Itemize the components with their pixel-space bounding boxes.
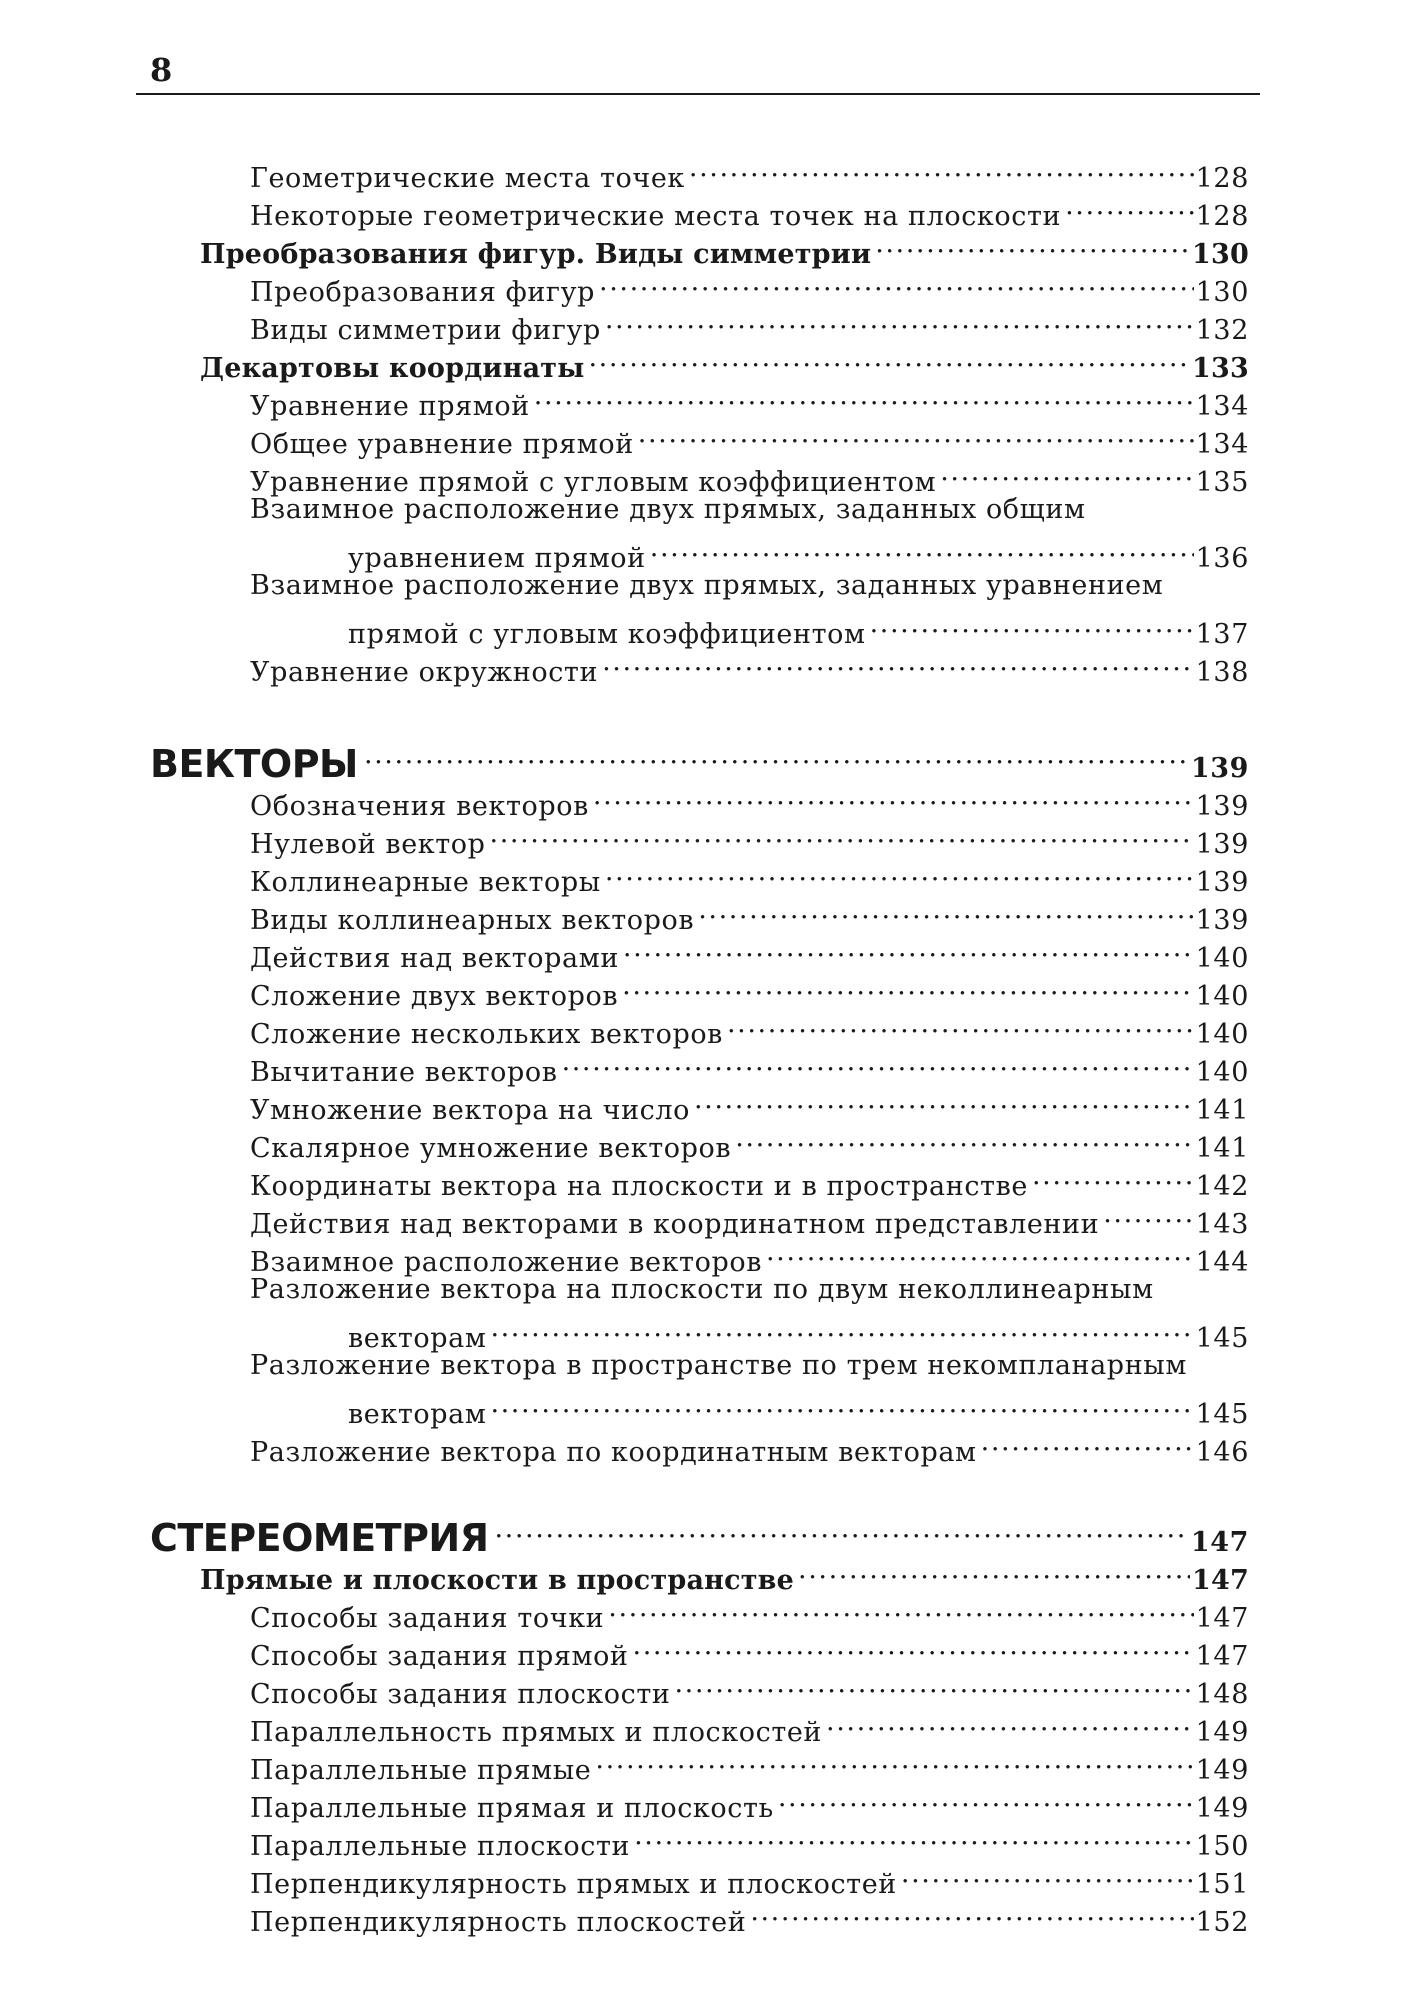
toc-leader	[638, 415, 1194, 453]
toc-section-title: Декартовы координаты	[200, 353, 585, 384]
toc-entry-title: Разложение вектора в пространстве по трем некомпланарным	[250, 1350, 1187, 1381]
toc-entry-line	[0, 1347, 1401, 1385]
toc-entry-title: Общее уравнение прямой	[250, 429, 634, 460]
toc-chapter	[0, 727, 1401, 786]
toc-entry-page: 139	[1195, 829, 1249, 860]
toc-entry	[0, 1589, 1401, 1634]
toc-chapter	[0, 1501, 1401, 1560]
toc-entry-title: Скалярное умножение векторов	[250, 1133, 732, 1164]
toc-entry	[0, 777, 1401, 822]
toc-entry	[0, 891, 1401, 936]
toc-entry-title: Нулевой вектор	[250, 829, 486, 860]
toc-entry-page: 139	[1195, 867, 1249, 898]
toc-leader	[490, 815, 1194, 853]
toc-leader	[698, 891, 1193, 929]
toc-entry-page: 149	[1195, 1755, 1249, 1786]
toc-entry-title: векторам	[348, 1399, 487, 1430]
toc-entry	[0, 1855, 1401, 1900]
toc-leader	[364, 727, 1189, 777]
toc-leader	[689, 149, 1194, 187]
toc-entry-page: 151	[1195, 1869, 1249, 1900]
toc-entry	[0, 1043, 1401, 1088]
toc-entry-page: 130	[1195, 277, 1249, 308]
toc-entry	[0, 529, 1401, 574]
toc-entry-title: векторам	[348, 1323, 487, 1354]
toc-entry-line	[0, 1271, 1401, 1309]
toc-entry-title: Преобразования фигур	[250, 277, 596, 308]
toc-entry	[0, 1627, 1401, 1672]
toc-entry	[0, 1157, 1401, 1202]
toc-entry-page: 145	[1195, 1323, 1249, 1354]
toc-entry-page: 141	[1195, 1095, 1249, 1126]
toc-entry	[0, 1779, 1401, 1824]
toc-leader	[798, 1551, 1190, 1589]
toc-entry-page: 134	[1195, 429, 1249, 460]
toc-leader	[940, 453, 1193, 491]
toc-entry-page: 144	[1195, 1247, 1249, 1278]
toc-entry-page: 141	[1195, 1133, 1249, 1164]
toc-entry-page: 140	[1195, 1019, 1249, 1050]
toc-leader	[490, 1385, 1193, 1423]
toc-entry-page: 140	[1195, 981, 1249, 1012]
toc-entry-title: Виды коллинеарных векторов	[250, 905, 695, 936]
toc-entry-title: Вычитание векторов	[250, 1057, 558, 1088]
toc-entry-page: 148	[1195, 1679, 1249, 1710]
toc-entry	[0, 853, 1401, 898]
toc-entry-title: Уравнение прямой с угловым коэффициентом	[250, 467, 937, 498]
toc-entry-title: Способы задания прямой	[250, 1641, 629, 1672]
toc-entry	[0, 1233, 1401, 1278]
toc-entry-page: 128	[1195, 163, 1249, 194]
toc-entry-title: уравнением прямой	[348, 543, 646, 574]
toc-section-page: 147	[1192, 1565, 1249, 1596]
toc-entry-page: 150	[1195, 1831, 1249, 1862]
toc-leader	[1065, 187, 1194, 225]
toc-entry-page: 149	[1195, 1793, 1249, 1824]
toc-entry-title: Обозначения векторов	[250, 791, 589, 822]
toc-entry-title: Параллельные прямая и плоскость	[250, 1793, 774, 1824]
toc-chapter-title: СТЕРЕОМЕТРИЯ	[150, 1516, 489, 1560]
toc-entry-page: 143	[1195, 1209, 1249, 1240]
toc-entry-title: Перпендикулярность прямых и плоскостей	[250, 1869, 897, 1900]
toc-entry	[0, 1195, 1401, 1240]
toc-entry-title: Сложение двух векторов	[250, 981, 619, 1012]
toc-entry-title: Параллельные прямые	[250, 1755, 592, 1786]
toc-entry-title: Взаимное расположение двух прямых, заданных уравнением	[250, 570, 1164, 601]
toc-entry-page: 142	[1195, 1171, 1249, 1202]
toc-leader	[599, 263, 1194, 301]
toc-entry-title: Умножение вектора на число	[250, 1095, 690, 1126]
toc-leader	[826, 1703, 1194, 1741]
toc-entry-title: Параллельность прямых и плоскостей	[250, 1717, 823, 1748]
toc-leader	[901, 1855, 1194, 1893]
toc-entry-title: Разложение вектора по координатным векторам	[250, 1437, 977, 1468]
toc-entry	[0, 453, 1401, 498]
toc-leader	[633, 1627, 1194, 1665]
toc-entry-title: Взаимное расположение двух прямых, заданных общим	[250, 494, 1086, 525]
toc-leader	[622, 967, 1194, 1005]
toc-entry-title: Виды симметрии фигур	[250, 315, 601, 346]
toc-section-title: Прямые и плоскости в пространстве	[200, 1565, 795, 1596]
toc-entry	[0, 815, 1401, 860]
toc-leader	[534, 377, 1194, 415]
toc-entry	[0, 1665, 1401, 1710]
toc-leader	[694, 1081, 1194, 1119]
toc-entry-title: Взаимное расположение векторов	[250, 1247, 762, 1278]
toc-entry-line	[0, 567, 1401, 605]
toc-entry-page: 139	[1195, 791, 1249, 822]
toc-entry-page: 147	[1195, 1641, 1249, 1672]
toc-leader	[562, 1043, 1194, 1081]
toc-entry-title: Коллинеарные векторы	[250, 867, 601, 898]
toc-entry-title: Параллельные плоскости	[250, 1831, 631, 1862]
toc-entry-page: 140	[1195, 1057, 1249, 1088]
toc-section	[0, 225, 1401, 270]
toc-section-title: Преобразования фигур. Виды симметрии	[200, 239, 872, 270]
toc-entry-title: прямой с угловым коэффициентом	[348, 619, 866, 650]
toc-leader	[593, 777, 1194, 815]
toc-entry-title: Способы задания точки	[250, 1603, 605, 1634]
toc-entry	[0, 1005, 1401, 1050]
toc-leader	[778, 1779, 1194, 1817]
toc-section	[0, 1551, 1401, 1596]
toc-leader	[634, 1817, 1194, 1855]
toc-leader	[605, 301, 1194, 339]
toc-entry-title: Способы задания плоскости	[250, 1679, 671, 1710]
toc-entry	[0, 1423, 1401, 1468]
toc-entry-title: Некоторые геометрические места точек на плоскости	[250, 201, 1062, 232]
toc-leader	[608, 1589, 1193, 1627]
toc-entry	[0, 643, 1401, 688]
toc-entry	[0, 301, 1401, 346]
toc-entry	[0, 415, 1401, 460]
toc-leader	[595, 1741, 1193, 1779]
toc-entry	[0, 1385, 1401, 1430]
toc-entry	[0, 149, 1401, 194]
toc-entry-title: Действия над векторами	[250, 943, 619, 974]
toc-chapter-page: 139	[1190, 753, 1249, 784]
toc-leader	[1032, 1157, 1194, 1195]
toc-chapter-page: 147	[1190, 1527, 1249, 1558]
toc-leader	[981, 1423, 1194, 1461]
toc-entry	[0, 1081, 1401, 1126]
toc-leader	[605, 853, 1194, 891]
toc-entry-page: 145	[1195, 1399, 1249, 1430]
toc-entry-title: Сложение нескольких векторов	[250, 1019, 723, 1050]
header-rule	[136, 93, 1260, 95]
toc-entry-page: 139	[1195, 905, 1249, 936]
toc-entry-page: 132	[1195, 315, 1249, 346]
toc-entry-title: Перпендикулярность плоскостей	[250, 1907, 747, 1938]
toc-chapter-title: ВЕКТОРЫ	[150, 742, 358, 786]
toc-leader	[766, 1233, 1194, 1271]
toc-section	[0, 339, 1401, 384]
toc-entry-page: 147	[1195, 1603, 1249, 1634]
toc-entry-page: 146	[1195, 1437, 1249, 1468]
toc-leader	[650, 529, 1194, 567]
toc-entry	[0, 377, 1401, 422]
toc-entry-line	[0, 491, 1401, 529]
toc-entry-title: Геометрические места точек	[250, 163, 685, 194]
toc-entry	[0, 1741, 1401, 1786]
toc-leader	[589, 339, 1191, 377]
toc-leader	[875, 225, 1190, 263]
toc-leader	[602, 643, 1194, 681]
toc-entry-title: Уравнение окружности	[250, 657, 599, 688]
toc-entry	[0, 1817, 1401, 1862]
toc-entry-page: 134	[1195, 391, 1249, 422]
toc-entry	[0, 929, 1401, 974]
toc-entry-title: Разложение вектора на плоскости по двум неколлинеарным	[250, 1274, 1154, 1305]
toc-entry-title: Координаты вектора на плоскости и в пространстве	[250, 1171, 1028, 1202]
toc-entry	[0, 1119, 1401, 1164]
toc-entry	[0, 263, 1401, 308]
toc-entry-title: Действия над векторами в координатном представлении	[250, 1209, 1100, 1240]
toc-section-page: 133	[1192, 353, 1249, 384]
toc-entry-page: 136	[1195, 543, 1249, 574]
toc-entry-page: 149	[1195, 1717, 1249, 1748]
toc-section-page: 130	[1192, 239, 1249, 270]
page-number: 8	[150, 51, 173, 89]
toc-entry-page: 135	[1195, 467, 1249, 498]
toc-entry-title: Уравнение прямой	[250, 391, 530, 422]
toc-entry	[0, 967, 1401, 1012]
toc-leader	[623, 929, 1194, 967]
toc-entry-page: 152	[1195, 1907, 1249, 1938]
toc-entry	[0, 1893, 1401, 1938]
toc-entry	[0, 1703, 1401, 1748]
toc-entry-page: 138	[1195, 657, 1249, 688]
toc-leader	[495, 1501, 1189, 1551]
toc-entry-page: 140	[1195, 943, 1249, 974]
toc-entry	[0, 605, 1401, 650]
toc-leader	[750, 1893, 1193, 1931]
toc-leader	[870, 605, 1194, 643]
toc-entry-page: 128	[1195, 201, 1249, 232]
toc-entry	[0, 187, 1401, 232]
toc-leader	[490, 1309, 1193, 1347]
toc-leader	[735, 1119, 1193, 1157]
toc-entry	[0, 1309, 1401, 1354]
toc-leader	[727, 1005, 1194, 1043]
toc-leader	[674, 1665, 1193, 1703]
toc-leader	[1103, 1195, 1193, 1233]
toc-entry-page: 137	[1195, 619, 1249, 650]
